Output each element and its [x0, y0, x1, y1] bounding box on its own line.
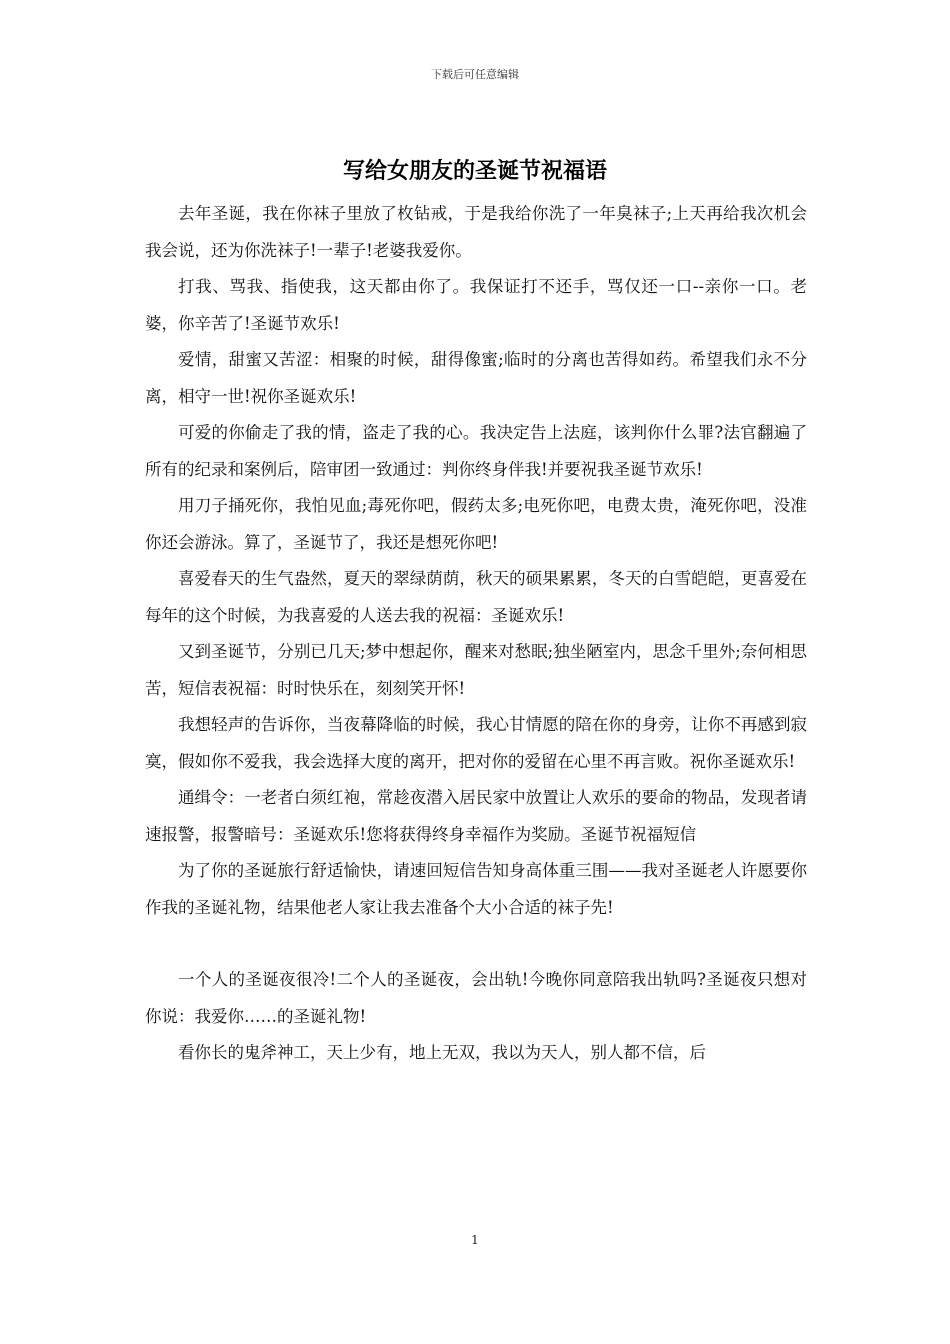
blank-line [145, 926, 807, 962]
paragraph: 可爱的你偷走了我的情，盗走了我的心。我决定告上法庭，该判你什么罪?法官翻遍了所有的纪录和案例后，陪审团一致通过：判你终身伴我!并要祝我圣诞节欢乐! [145, 423, 807, 479]
document-body [145, 196, 807, 1072]
paragraph: 打我、骂我、指使我，这天都由你了。我保证打不还手，骂仅还一口--亲你一口。老婆，你辛苦了!圣诞节欢乐! [145, 277, 807, 333]
paragraph: 去年圣诞，我在你袜子里放了枚钻戒，于是我给你洗了一年臭袜子;上天再给我次机会我会说，还为你洗袜子!一辈子!老婆我爱你。 [145, 204, 807, 260]
paragraph: 喜爱春天的生气盎然，夏天的翠绿荫荫，秋天的硕果累累，冬天的白雪皑皑，更喜爱在每年的这个时候，为我喜爱的人送去我的祝福：圣诞欢乐! [145, 569, 807, 625]
document-title: 写给女朋友的圣诞节祝福语 [342, 159, 607, 184]
header-note: 下载后可任意编辑 [431, 68, 519, 81]
page-number: 1 [471, 1233, 479, 1247]
paragraph: 看你长的鬼斧神工，天上少有，地上无双，我以为天人，别人都不信，后 [178, 1043, 706, 1062]
paragraph: 我想轻声的告诉你，当夜幕降临的时候，我心甘情愿的陪在你的身旁，让你不再感到寂寞，假如你不爱我，我会选择大度的离开，把对你的爱留在心里不再言败。祝你圣诞欢乐! [145, 715, 807, 771]
paragraph: 为了你的圣诞旅行舒适愉快，请速回短信告知身高体重三围——我对圣诞老人许愿要你作我的圣诞礼物，结果他老人家让我去准备个大小合适的袜子先! [145, 861, 807, 917]
paragraph: 爱情，甜蜜又苦涩：相聚的时候，甜得像蜜;临时的分离也苦得如药。希望我们永不分离，相守一世!祝你圣诞欢乐! [145, 350, 807, 406]
paragraph: 一个人的圣诞夜很冷!二个人的圣诞夜，会出轨!今晚你同意陪我出轨吗?圣诞夜只想对你说：我爱你……的圣诞礼物! [145, 970, 807, 1026]
paragraph: 通缉令：一老者白须红袍，常趁夜潜入居民家中放置让人欢乐的要命的物品，发现者请速报警，报警暗号：圣诞欢乐!您将获得终身幸福作为奖励。圣诞节祝福短信 [145, 788, 807, 844]
paragraph: 用刀子捅死你，我怕见血;毒死你吧，假药太多;电死你吧，电费太贵，淹死你吧，没准你还会游泳。算了，圣诞节了，我还是想死你吧! [145, 496, 807, 552]
paragraph: 又到圣诞节，分别已几天;梦中想起你，醒来对愁眠;独坐陋室内，思念千里外;奈何相思苦，短信表祝福：时时快乐在，刻刻笑开怀! [145, 642, 807, 698]
